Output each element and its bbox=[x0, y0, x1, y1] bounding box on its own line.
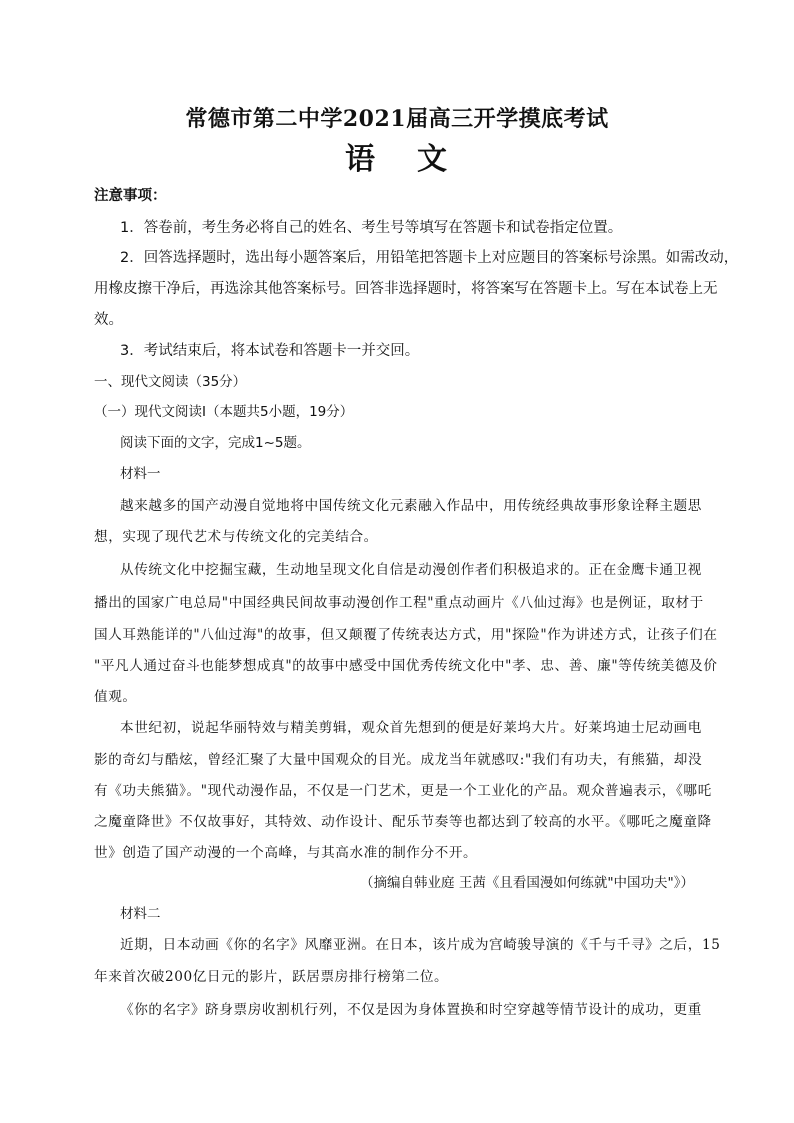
notice-item-2-line-2: 用橡皮擦干净后，再选涂其他答案标号。回答非选择题时，将答案写在答题卡上。写在本试卷上无 bbox=[94, 281, 718, 297]
subject-title bbox=[0, 140, 794, 180]
material-1-p2-line-3: 国人耳熟能详的"八仙过海"的故事，但又颠覆了传统表达方式，用"探险"作为讲述方式，让孩子们在 bbox=[94, 627, 718, 643]
notice-item-2-line-3: 效。 bbox=[94, 312, 123, 328]
notice-item-1: 1．答卷前，考生务必将自己的姓名、考生号等填写在答题卡和试卷指定位置。 bbox=[120, 220, 623, 236]
material-2-p1-line-2: 年来首次破200亿日元的影片，跃居票房排行榜第二位。 bbox=[94, 969, 449, 985]
material-1-p1-line-2: 想，实现了现代艺术与传统文化的完美结合。 bbox=[94, 529, 378, 545]
material-1-p3-line-3: 有《功夫熊猫》。"现代动漫作品，不仅是一门艺术，更是一个工业化的产品。观众普遍表示，《哪吒 bbox=[94, 783, 712, 799]
material-1-p2-line-4: "平凡人通过奋斗也能梦想成真"的故事中感受中国优秀传统文化中"孝、忠、善、廉"等传统美德及价 bbox=[94, 658, 718, 674]
subject-char-2: 文 bbox=[417, 142, 449, 177]
material-1-p3-line-5: 世》创造了国产动漫的一个高峰，与其高水准的制作分不开。 bbox=[94, 845, 478, 861]
material-1-label: 材料一 bbox=[120, 466, 161, 482]
material-1-p3-line-4: 之魔童降世》不仅故事好，其特效、动作设计、配乐节奏等也都达到了较高的水平。《哪吒之魔童降 bbox=[94, 814, 712, 830]
section-heading: 一、现代文阅读（35分） bbox=[94, 374, 247, 390]
material-1-source: （摘编自韩业庭 王茜《且看国漫如何练就"中国功夫"》） bbox=[360, 875, 694, 891]
subject-char-1: 语 bbox=[345, 142, 377, 177]
material-2-p1-line-1: 近期，日本动画《你的名字》风靡亚洲。在日本，该片成为宫崎骏导演的《千与千寻》之后，15 bbox=[120, 937, 721, 953]
notice-item-2-line-1: 2．回答选择题时，选出每小题答案后，用铅笔把答题卡上对应题目的答案标号涂黑。如需改动， bbox=[120, 250, 739, 266]
section-instruction: 阅读下面的文字，完成1~5题。 bbox=[120, 435, 311, 451]
material-1-p3-line-2: 影的奇幻与酷炫，曾经汇聚了大量中国观众的目光。成龙当年就感叹:"我们有功夫，有熊猫，却没 bbox=[94, 752, 703, 768]
material-1-p3-line-1: 本世纪初，说起华丽特效与精美剪辑，观众首先想到的便是好莱坞大片。好莱坞迪士尼动画电 bbox=[120, 720, 702, 736]
material-1-p2-line-1: 从传统文化中挖掘宝藏，生动地呈现文化自信是动漫创作者们积极追求的。正在金鹰卡通卫视 bbox=[120, 562, 702, 578]
material-2-label: 材料二 bbox=[120, 906, 161, 922]
material-2-p2-line-1: 《你的名字》跻身票房收割机行列，不仅是因为身体置换和时空穿越等情节设计的成功，更重 bbox=[120, 1002, 702, 1018]
section-sub-heading: （一）现代文阅读Ⅰ（本题共5小题，19分） bbox=[94, 404, 354, 420]
notice-item-3: 3．考试结束后，将本试卷和答题卡一并交回。 bbox=[120, 343, 420, 359]
material-1-p1-line-1: 越来越多的国产动漫自觉地将中国传统文化元素融入作品中，用传统经典故事形象诠释主题思 bbox=[120, 498, 702, 514]
exam-title: 常德市第二中学2021届高三开学摸底考试 bbox=[185, 106, 609, 132]
notice-heading: 注意事项： bbox=[94, 188, 167, 204]
material-1-p2-line-5: 值观。 bbox=[94, 689, 137, 705]
material-1-p2-line-2: 播出的国家广电总局"中国经典民间故事动漫创作工程"重点动画片《八仙过海》也是例证，取材于 bbox=[94, 595, 704, 611]
